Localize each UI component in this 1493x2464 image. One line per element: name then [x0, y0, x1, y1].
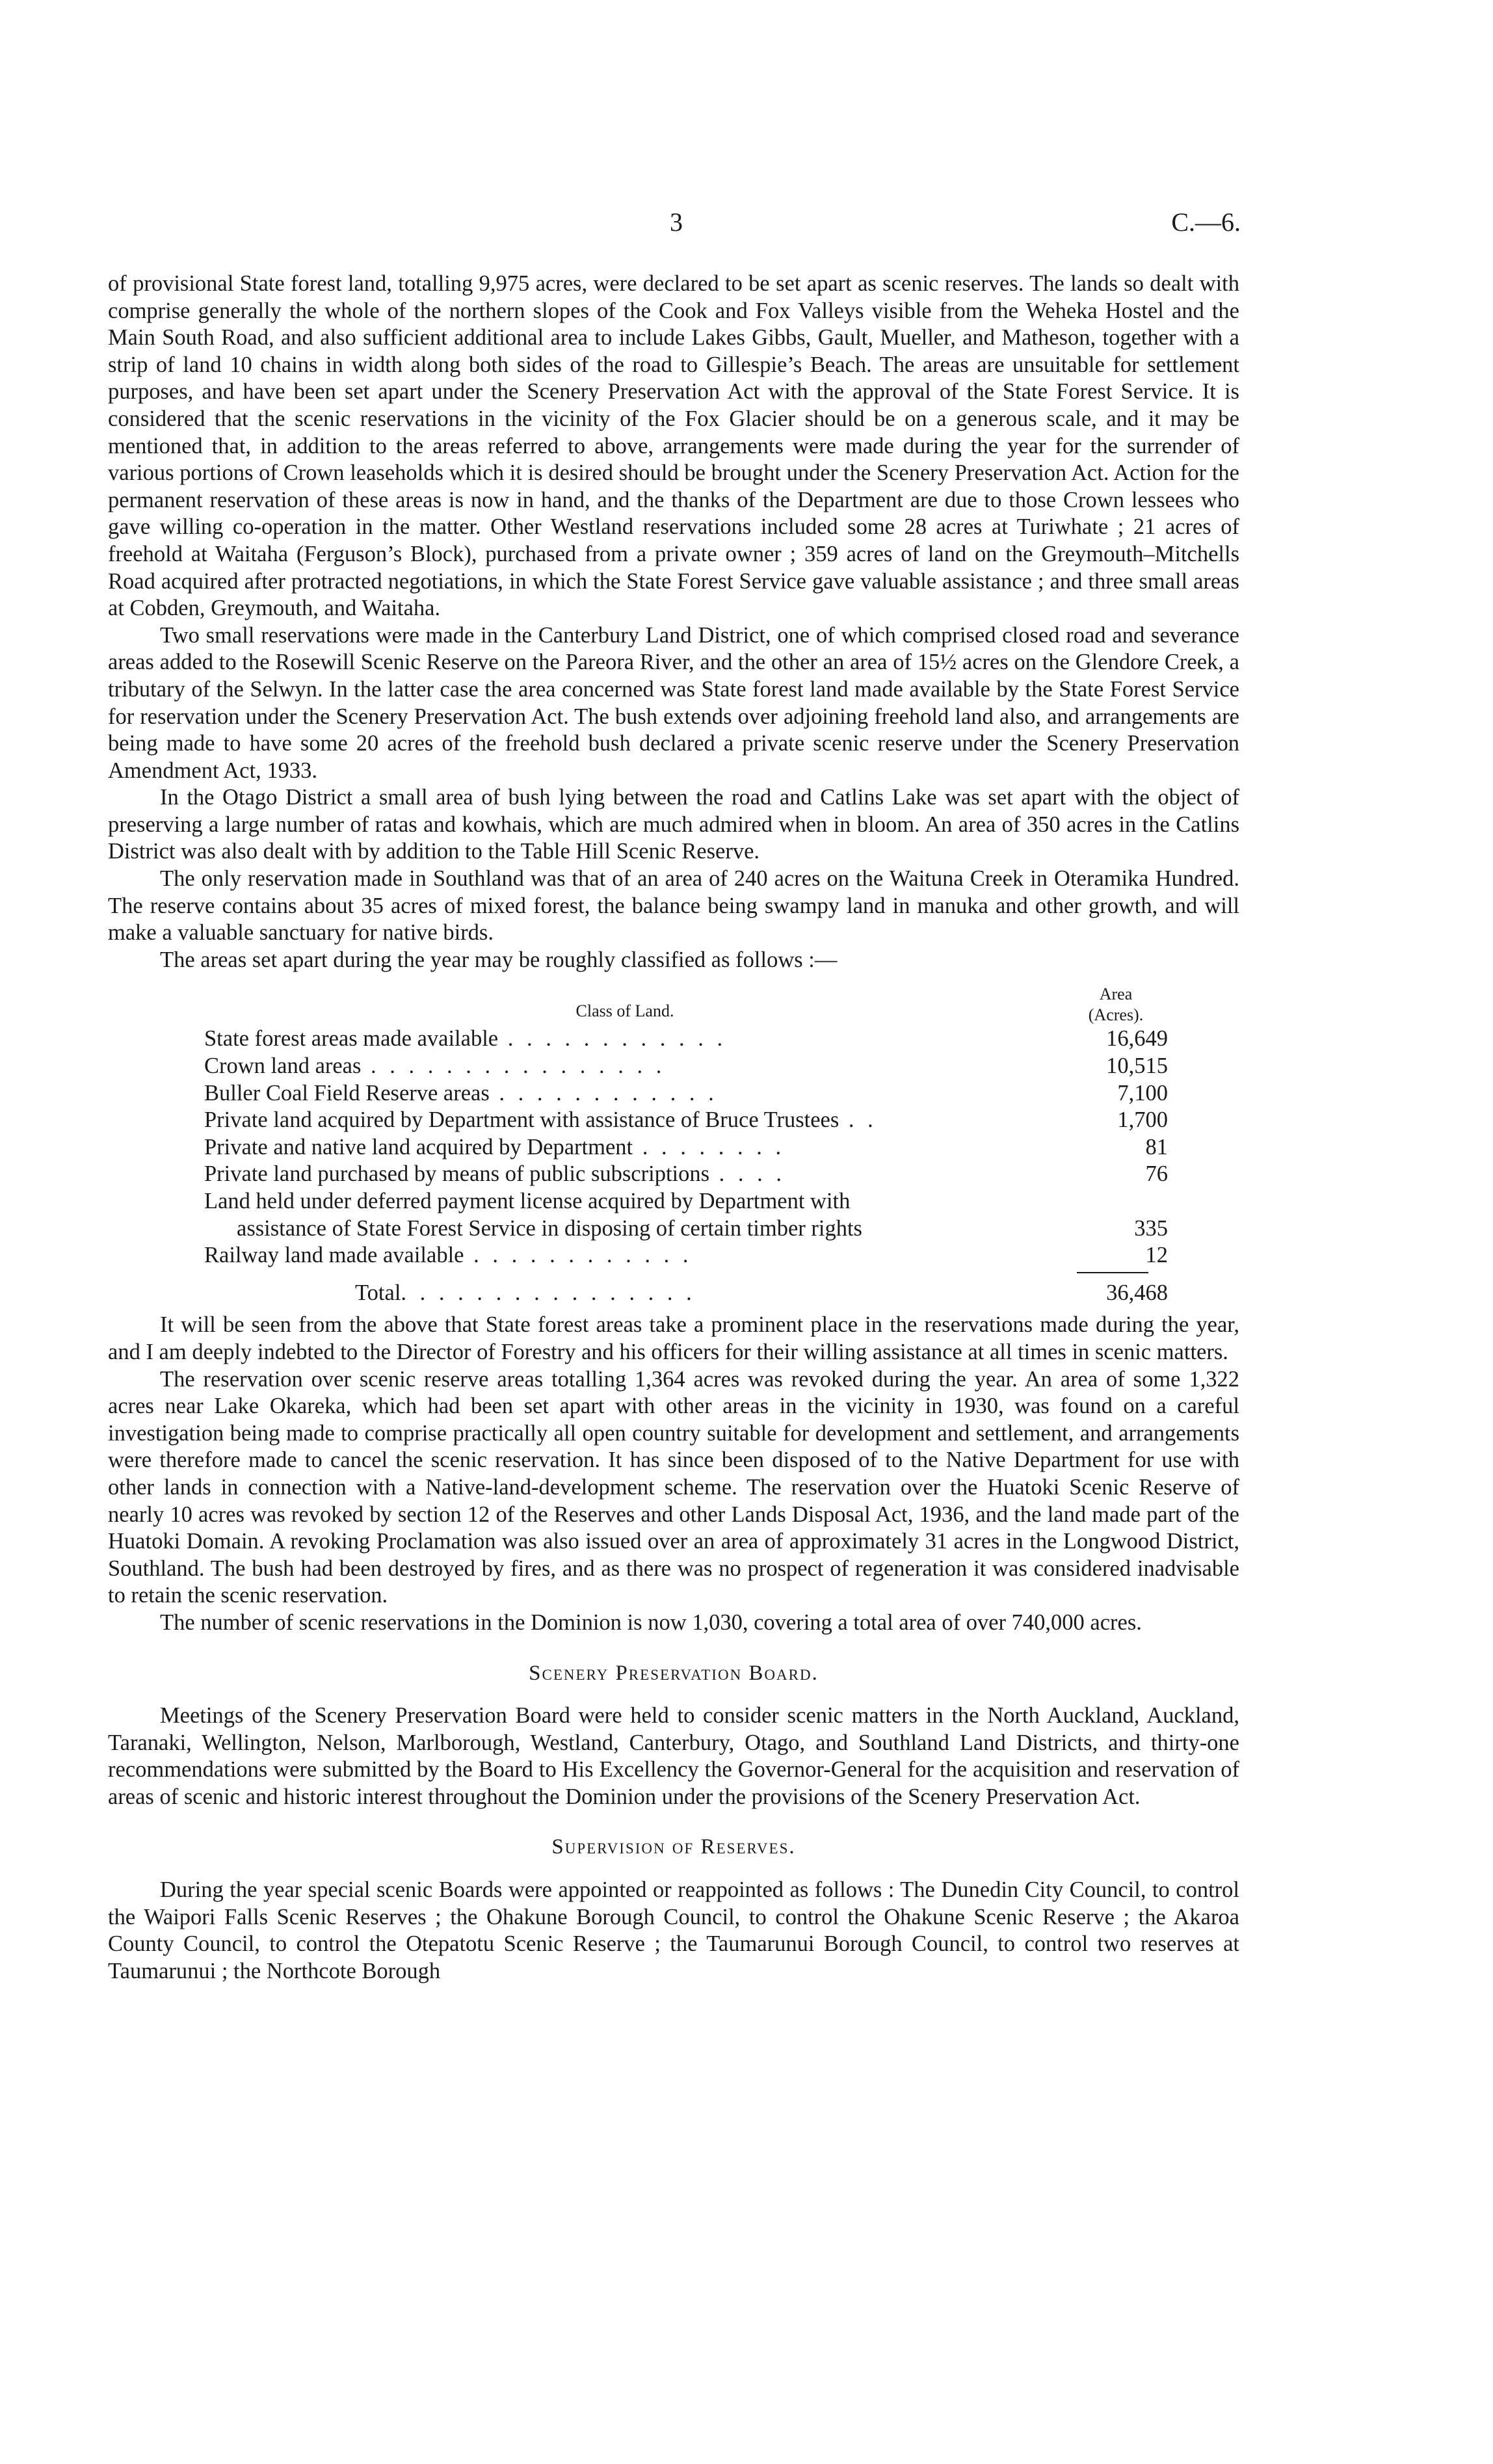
total-rule-row — [108, 1269, 1239, 1280]
section-heading-supervision: Supervision of Reserves. — [551, 1835, 796, 1859]
table-row — [108, 1026, 1239, 1053]
paragraph-scenic-boards: During the year special scenic Boards were appointed or reappointed as follows : The Dunedin City Council, to control the Waipori Falls Scenic Reserves ; the Ohakune Borough Council, to control the Ohakune Scenic Reserve ; the Akaroa County Council, to control the Otepatotu Scenic Reserve ; the Taumarunui Borough Council, to control two reserves at Taumarunui ; the Northcote Borough — [108, 1877, 1239, 1983]
column-header-area-line1: Area — [1099, 985, 1133, 1004]
paragraph-revocations: The reservation over scenic reserve areas totalling 1,364 acres was revoked during the year. An area of some 1,322 acres near Lake Okareka, which had been set apart with other areas in the vicinity in 1930, was found on a careful investigation being made to comprise practically all open country suitable for development and settlement, and arrangements were therefore made to cancel the scenic reservation. It has since been disposed of to the Native Department for use with other lands in connection with a Native-land-development scheme. The reservation over the Huatoki Scenic Reserve of nearly 10 acres was revoked by section 12 of the Reserves and other Lands Disposal Act, 1936, and the land made part of the Huatoki Domain. A revoking Proclamation was also issued over an area of approximately 31 acres in the Longwood District, Southland. The bush had been destroyed by fires, and as there was no prospect of regeneration it was considered inadvisable to retain the scenic reservation. — [108, 1366, 1239, 1608]
row-label: Crown land areas — [204, 1053, 362, 1079]
column-header-area — [1064, 984, 1168, 1026]
row-value: 335 — [1134, 1215, 1168, 1241]
row-label: Railway land made available — [204, 1243, 464, 1268]
row-value: 1,700 — [1117, 1107, 1168, 1133]
row-label-continuation: assistance of State Forest Service in disposing of certain timber rights — [237, 1215, 862, 1241]
row-label: Private land purchased by means of public subscriptions — [204, 1161, 710, 1187]
paragraph-canterbury: Two small reservations were made in the Canterbury Land District, one of which comprised closed road and severance areas added to the Rosewill Scenic Reserve on the Pareora River, and the other an area of 15½ acres on the Glendore Creek, a tributary of the Selwyn. In the latter case the area concerned was State forest land made available by the State Forest Service for reservation under the Scenery Preservation Act. The bush extends over adjoining freehold land also, and arrangements are being made to have some 20 acres of the freehold bush declared a private scenic reserve under the Scenery Preservation Amendment Act, 1933. — [108, 622, 1239, 783]
row-value: 10,515 — [1106, 1053, 1168, 1079]
page-number: 3 — [670, 207, 683, 237]
page-header — [104, 207, 1249, 246]
total-value: 36,468 — [1106, 1280, 1168, 1305]
leader-dots: . . . . . . . . — [633, 1134, 786, 1159]
row-label: State forest areas made available — [204, 1026, 499, 1052]
paragraph-otago: In the Otago District a small area of bush lying between the road and Catlins Lake was set apart with the object of preserving a large number of ratas and kowhais, which are much admired when in bloom. An area of 350 acres in the Catlins District was also dealt with by addition to the Table Hill Scenic Reserve. — [108, 785, 1239, 864]
leader-dots: . . . . — [709, 1161, 786, 1187]
row-label: Private and native land acquired by Department — [204, 1134, 633, 1159]
leader-dots: . . . . . . . . . . . . . . . . — [401, 1280, 696, 1305]
column-header-area-line2: (Acres). — [1088, 1005, 1144, 1025]
document-reference: C.—6. — [1171, 207, 1241, 237]
table-header — [108, 976, 1239, 1026]
row-value: 12 — [1145, 1243, 1168, 1268]
land-classification-table — [108, 976, 1239, 1306]
table-row — [108, 1242, 1239, 1269]
table-row — [108, 1053, 1239, 1080]
table-total-row — [108, 1280, 1239, 1307]
table-row — [108, 1188, 1239, 1242]
paragraph-table-intro: The areas set apart during the year may be roughly classified as follows :— — [160, 947, 838, 972]
table-row — [108, 1080, 1239, 1107]
table-row — [108, 1161, 1239, 1188]
leader-dots: . . . . . . . . . . . . — [464, 1243, 693, 1268]
row-value: 76 — [1145, 1161, 1168, 1187]
section-heading-board: Scenery Preservation Board. — [529, 1661, 819, 1685]
paragraph-board-meetings: Meetings of the Scenery Preservation Board were held to consider scenic matters in the North Auckland, Auckland, Taranaki, Wellington, Nelson, Marlborough, Westland, Canterbury, Otago, and Southland Land Districts, and thirty-one recommendations were submitted by the Board to His Excellency the Governor-General for the acquisition and reservation of areas of scenic and historic interest throughout the Dominion under the provisions of the Scenery Preservation Act. — [108, 1703, 1239, 1809]
leader-dots: . . . . . . . . . . . . — [489, 1080, 718, 1106]
document-body — [108, 271, 1239, 1985]
row-value: 16,649 — [1106, 1026, 1168, 1052]
row-label: Buller Coal Field Reserve areas — [204, 1080, 490, 1106]
total-rule — [1077, 1272, 1148, 1273]
paragraph-total-reservations: The number of scenic reservations in the Dominion is now 1,030, covering a total area of over 740,000 acres. — [160, 1610, 1142, 1635]
table-row — [108, 1134, 1239, 1161]
column-header-class: Class of Land. — [575, 1001, 674, 1021]
paragraph-state-forest: It will be seen from the above that State forest areas take a prominent place in the reservations made during the year, and I am deeply indebted to the Director of Forestry and his officers for their willing assistance at all times in scenic matters. — [108, 1312, 1239, 1364]
total-label: Total — [355, 1280, 401, 1305]
row-value: 81 — [1145, 1134, 1168, 1159]
leader-dots: . . . . . . . . . . . . . . . . — [361, 1053, 666, 1079]
table-row — [108, 1107, 1239, 1134]
paragraph-southland: The only reservation made in Southland was that of an area of 240 acres on the Waituna Creek in Oteramika Hundred. The reserve contains about 35 acres of mixed forest, the balance being swampy land in manuka and other growth, and will make a valuable sanctuary for native birds. — [108, 866, 1239, 946]
paragraph-westland: of provisional State forest land, totalling 9,975 acres, were declared to be set apart as scenic reserves. The lands so dealt with comprise generally the whole of the northern slopes of the Cook and Fox Valleys visible from the Weheka Hostel and the Main South Road, and also sufficient additional area to include Lakes Gibbs, Gault, Mueller, and Matheson, together with a strip of land 10 chains in width along both sides of the road to Gillespie’s Beach. The areas are unsuitable for settlement purposes, and have been set apart under the Scenery Preservation Act with the approval of the State Forest Service. It is considered that the scenic reservations in the vicinity of the Fox Glacier should be on a generous scale, and it may be mentioned that, in addition to the areas referred to above, arrangements were made during the year for the surrender of various portions of Crown leaseholds which it is desired should be brought under the Scenery Preservation Act. Action for the permanent reservation of these areas is now in hand, and the thanks of the Department are due to those Crown lessees who gave willing co-operation in the matter. Other Westland reservations included some 28 acres at Turiwhate ; 21 acres of freehold at Waitaha (Ferguson’s Block), purchased from a private owner ; 359 acres of land on the Greymouth–Mitchells Road acquired after protracted negotiations, in which the State Forest Service gave valuable assistance ; and three small areas at Cobden, Greymouth, and Waitaha. — [108, 271, 1239, 621]
leader-dots: . . — [839, 1107, 877, 1133]
row-label: Land held under deferred payment license acquired by Department with — [204, 1189, 851, 1213]
leader-dots: . . . . . . . . . . . . — [498, 1026, 727, 1052]
row-value: 7,100 — [1117, 1080, 1168, 1106]
row-label: Private land acquired by Department with assistance of Bruce Trustees — [204, 1107, 839, 1133]
